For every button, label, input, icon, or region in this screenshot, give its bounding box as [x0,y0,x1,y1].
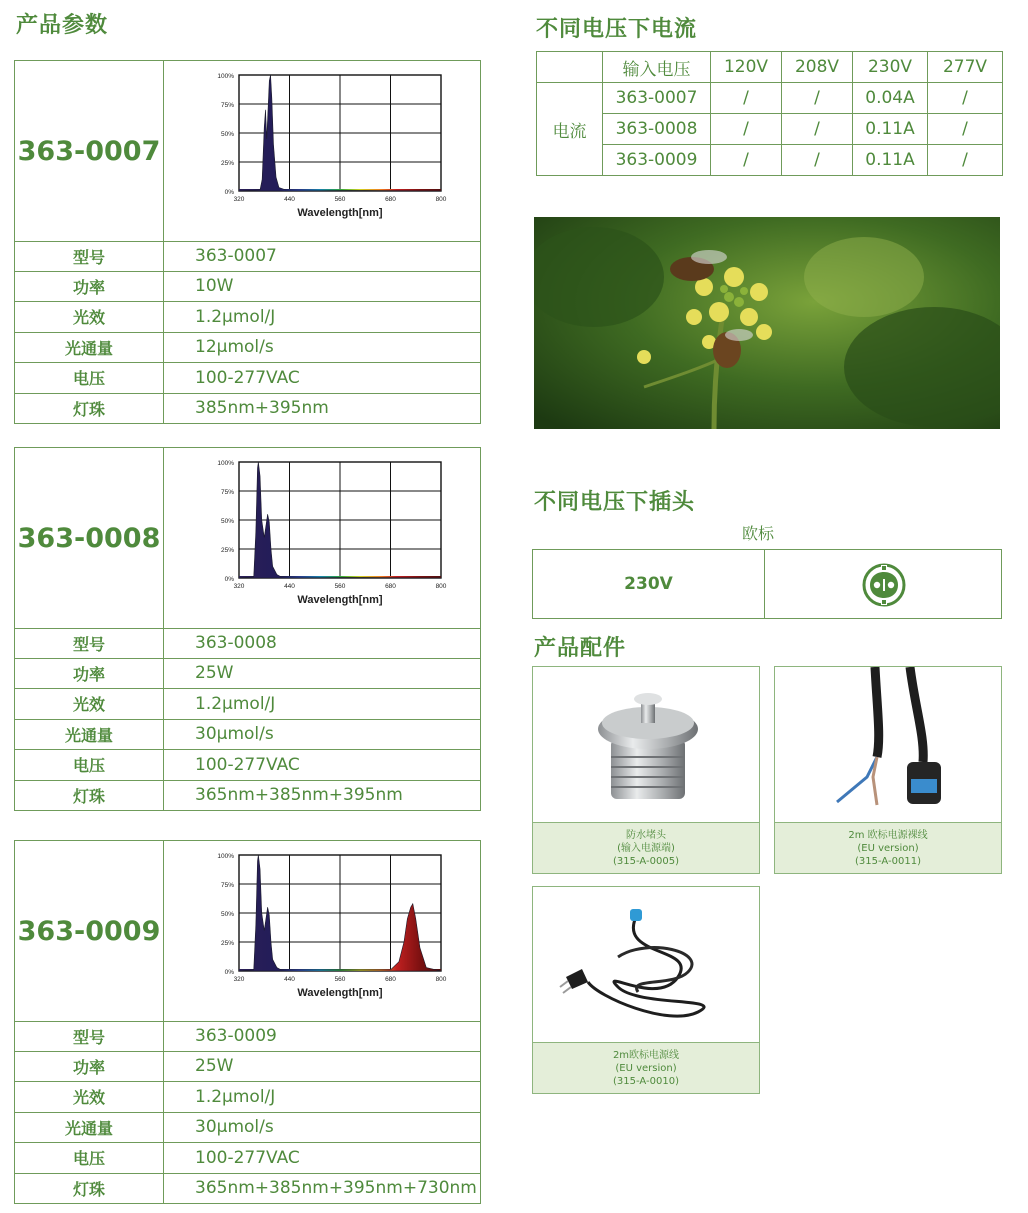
spec-key: 电压 [15,1143,164,1173]
x-tick-label: 800 [435,583,447,590]
current-cell: / [711,83,782,114]
voltage-header: 277V [928,52,1003,83]
x-tick-label: 560 [334,583,346,590]
plug-table [532,549,1002,619]
spec-key: 光效 [15,689,164,719]
spec-key: 灯珠 [15,781,164,811]
x-tick-label: 800 [435,196,447,203]
y-tick-label: 50% [220,911,234,918]
y-tick-label: 0% [224,189,234,196]
model-cell: 363-0007 [603,83,711,114]
eu-power-cord-image [558,897,738,1037]
spec-value: 1.2μmol/J [195,693,276,714]
y-tick-label: 75% [220,489,234,496]
current-cell: / [782,145,853,176]
x-axis-label: Wavelength[nm] [297,594,383,606]
accessory-caption [533,822,759,873]
spec-row [14,750,481,781]
spec-value: 385nm+395nm [195,398,329,419]
spec-row [14,272,481,303]
spec-key: 功率 [15,659,164,689]
model-cell: 363-0008 [603,114,711,145]
spec-key: 光效 [15,302,164,332]
x-tick-label: 320 [233,976,245,983]
spec-value: 1.2μmol/J [195,306,276,327]
spec-row [14,333,481,364]
spec-key: 型号 [15,1022,164,1051]
section-title-accessories: 产品配件 [534,636,627,661]
section-title-plug: 不同电压下插头 [534,490,696,515]
spec-row [14,689,481,720]
x-tick-label: 440 [284,976,295,983]
spec-key: 光效 [15,1082,164,1112]
y-tick-label: 100% [217,460,234,467]
spec-row [14,1052,481,1083]
input-voltage-header: 输入电压 [603,52,711,83]
plug-voltage: 230V [533,550,765,618]
current-row-label: 电流 [537,83,603,176]
spec-row [14,659,481,690]
plug-standard-label: 欧标 [742,524,775,543]
accessory-note: (输入电源端) [617,842,675,854]
y-tick-label: 0% [224,576,234,583]
current-cell: 0.11A [853,114,928,145]
current-cell: / [928,145,1003,176]
y-tick-label: 25% [220,160,234,167]
spec-row [14,363,481,394]
spec-row [14,1143,481,1174]
spec-key: 电压 [15,363,164,393]
product-header [14,840,481,1022]
current-cell: 0.11A [853,145,928,176]
accessory-part-number: (315-A-0011) [855,855,921,867]
current-table [536,51,1003,176]
accessory-part-number: (315-A-0005) [613,855,679,867]
spec-value: 100-277VAC [195,1147,300,1168]
x-tick-label: 320 [233,196,245,203]
spec-value: 12μmol/s [195,337,274,358]
y-tick-label: 25% [220,940,234,947]
spectrum-svg [165,61,480,241]
accessory-card-bare-cable [774,666,1002,874]
x-tick-label: 320 [233,583,245,590]
spec-value: 30μmol/s [195,724,274,745]
spec-row [14,1082,481,1113]
spec-key: 光通量 [15,1113,164,1143]
spec-table [14,1021,481,1204]
product-code: 363-0009 [15,841,164,1021]
section-title-params: 产品参数 [16,13,109,38]
spec-key: 功率 [15,1052,164,1082]
spec-row [14,1113,481,1144]
accessory-part-number: (315-A-0010) [613,1075,679,1087]
spec-table [14,628,481,811]
x-tick-label: 440 [284,583,295,590]
eu-plug-socket-icon [861,562,907,608]
spec-value: 365nm+385nm+395nm+730nm [195,1178,477,1199]
product-header [14,447,481,629]
spec-key: 电压 [15,750,164,780]
accessory-card-cap [532,666,760,874]
accessory-note: (EU version) [615,1062,677,1074]
y-tick-label: 100% [217,73,234,80]
spec-value: 363-0007 [195,246,277,267]
x-tick-label: 800 [435,976,447,983]
model-cell: 363-0009 [603,145,711,176]
product-header [14,60,481,242]
x-tick-label: 560 [334,976,346,983]
spec-key: 光通量 [15,333,164,363]
spec-row [14,628,481,659]
spectrum-chart [165,61,480,241]
x-tick-label: 680 [385,583,396,590]
spec-value: 30μmol/s [195,1117,274,1138]
accessory-caption [533,1042,759,1093]
spec-key: 灯珠 [15,394,164,424]
spec-key: 光通量 [15,720,164,750]
y-tick-label: 75% [220,102,234,109]
spec-value: 363-0008 [195,633,277,654]
y-tick-label: 75% [220,882,234,889]
spec-key: 型号 [15,629,164,658]
accessory-caption [775,822,1001,873]
current-cell: / [782,83,853,114]
spec-value: 25W [195,663,234,684]
bare-power-cable-image [815,667,975,817]
accessory-name: 2m 欧标电源裸线 [848,829,928,841]
accessory-name: 2m欧标电源线 [612,1049,680,1061]
spec-key: 灯珠 [15,1174,164,1204]
bee-flower-photo [534,217,1000,429]
spectrum-chart [165,841,480,1021]
current-cell: / [928,114,1003,145]
y-tick-label: 25% [220,547,234,554]
spectrum-chart [165,448,480,628]
current-cell: / [928,83,1003,114]
spec-key: 型号 [15,242,164,271]
accessory-note: (EU version) [857,842,919,854]
waterproof-cap-image [583,677,713,817]
spec-row [14,241,481,272]
spec-value: 25W [195,1056,234,1077]
x-tick-label: 440 [284,196,295,203]
product-code: 363-0008 [15,448,164,628]
accessory-card-power-cord [532,886,760,1094]
current-cell: / [782,114,853,145]
accessory-name: 防水堵头 [626,829,666,841]
voltage-header: 120V [711,52,782,83]
y-tick-label: 50% [220,131,234,138]
spectrum-svg [165,841,480,1021]
current-cell: 0.04A [853,83,928,114]
spec-value: 100-277VAC [195,367,300,388]
current-cell: / [711,145,782,176]
spec-table [14,241,481,424]
y-tick-label: 50% [220,518,234,525]
section-title-current: 不同电压下电流 [536,17,698,42]
x-axis-label: Wavelength[nm] [297,987,383,999]
spectrum-svg [165,448,480,628]
spec-row [14,781,481,812]
spec-key: 功率 [15,272,164,302]
spec-value: 363-0009 [195,1026,277,1047]
spec-row [14,720,481,751]
x-tick-label: 680 [385,196,396,203]
spec-value: 100-277VAC [195,754,300,775]
spec-value: 365nm+385nm+395nm [195,785,403,806]
table-corner-cell [537,52,603,83]
spec-value: 10W [195,276,234,297]
spec-value: 1.2μmol/J [195,1086,276,1107]
voltage-header: 230V [853,52,928,83]
x-tick-label: 680 [385,976,396,983]
spec-row [14,394,481,425]
spec-row [14,302,481,333]
x-tick-label: 560 [334,196,346,203]
product-code: 363-0007 [15,61,164,241]
current-cell: / [711,114,782,145]
spec-row [14,1174,481,1205]
spec-row [14,1021,481,1052]
y-tick-label: 100% [217,853,234,860]
voltage-header: 208V [782,52,853,83]
y-tick-label: 0% [224,969,234,976]
x-axis-label: Wavelength[nm] [297,207,383,219]
